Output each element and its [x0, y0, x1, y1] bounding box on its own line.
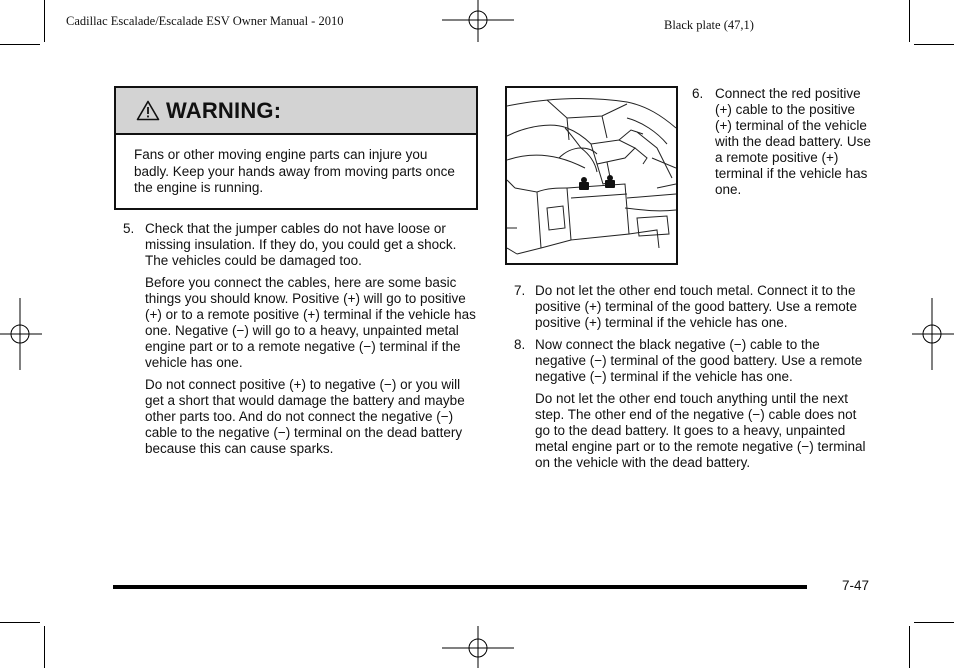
- footer-rule: [113, 585, 807, 589]
- registration-mark-top: [440, 0, 516, 44]
- step-8-paragraph: Do not let the other end touch anything until the next step. The other end of the negative (−) cable does not go to the dead battery. It goes to a heavy, unpainted metal engine part or to the remote negative (−) terminal on the vehicle with the dead battery.: [535, 391, 866, 470]
- page-number: 7-47: [842, 578, 870, 593]
- registration-mark-left: [0, 296, 44, 372]
- crop-mark: [914, 44, 954, 45]
- step-5-paragraph: Do not connect positive (+) to negative (−) or you will get a short that would damage the battery and maybe other parts too. And do not connect the negative (−) cable to the negative (−) terminal on the dead battery because this can cause sparks.: [145, 377, 465, 456]
- warning-triangle-icon: [136, 100, 160, 121]
- step-text: Now connect the black negative (−) cable to the negative (−) terminal of the good battery. Use a remote negative (−) terminal if the vehicle has one.: [535, 337, 863, 384]
- crop-mark: [44, 0, 45, 42]
- step-text: Do not let the other end touch metal. Connect it to the positive (+) terminal of the good battery. Use a remote positive (+) terminal if the vehicle has one.: [535, 283, 858, 330]
- step-5-paragraph: Before you connect the cables, here are some basic things you should know. Positive (+) will go to positive (+) or to a remote positive (+) terminal if the vehicle has one. Negative (−) will go to a heavy, unpainted metal engine part or to a remote negative (−) terminal if the vehicle has one.: [145, 275, 476, 370]
- warning-text: Fans or other moving engine parts can injure you badly. Keep your hands away from moving parts once the engine is running.: [134, 147, 455, 195]
- step-number: 6.: [692, 86, 704, 101]
- manual-title: Cadillac Escalade/Escalade ESV Owner Manual - 2010: [66, 14, 344, 28]
- crop-mark: [0, 44, 40, 45]
- crop-mark: [0, 622, 40, 623]
- step-text: Connect the red positive (+) cable to the positive (+) terminal of the vehicle with the dead battery. Use a remote positive (+) terminal if the vehicle has one.: [715, 86, 871, 197]
- plate-label: Black plate (47,1): [664, 18, 754, 32]
- registration-mark-bottom: [440, 624, 516, 668]
- step-number: 8.: [514, 337, 526, 352]
- step-7: [504, 283, 874, 331]
- step-number: 7.: [514, 283, 526, 298]
- crop-mark: [44, 626, 45, 668]
- battery-cable-illustration: [505, 86, 678, 265]
- right-column: [504, 283, 874, 477]
- crop-mark: [909, 0, 910, 42]
- cable-clamp-drawing: [507, 88, 676, 263]
- step-6: [692, 86, 872, 198]
- warning-title: WARNING:: [166, 97, 282, 123]
- step-text: Check that the jumper cables do not have loose or missing insulation. If they do, you could get a shock. The vehicles could be damaged too.: [145, 221, 457, 268]
- step-5: [114, 221, 480, 269]
- warning-header: [116, 88, 476, 135]
- step-8: [504, 337, 874, 385]
- left-column: [114, 221, 480, 463]
- warning-box: [114, 86, 478, 210]
- registration-mark-right: [910, 296, 954, 372]
- crop-mark: [909, 626, 910, 668]
- step-number: 5.: [123, 221, 135, 236]
- crop-mark: [914, 622, 954, 623]
